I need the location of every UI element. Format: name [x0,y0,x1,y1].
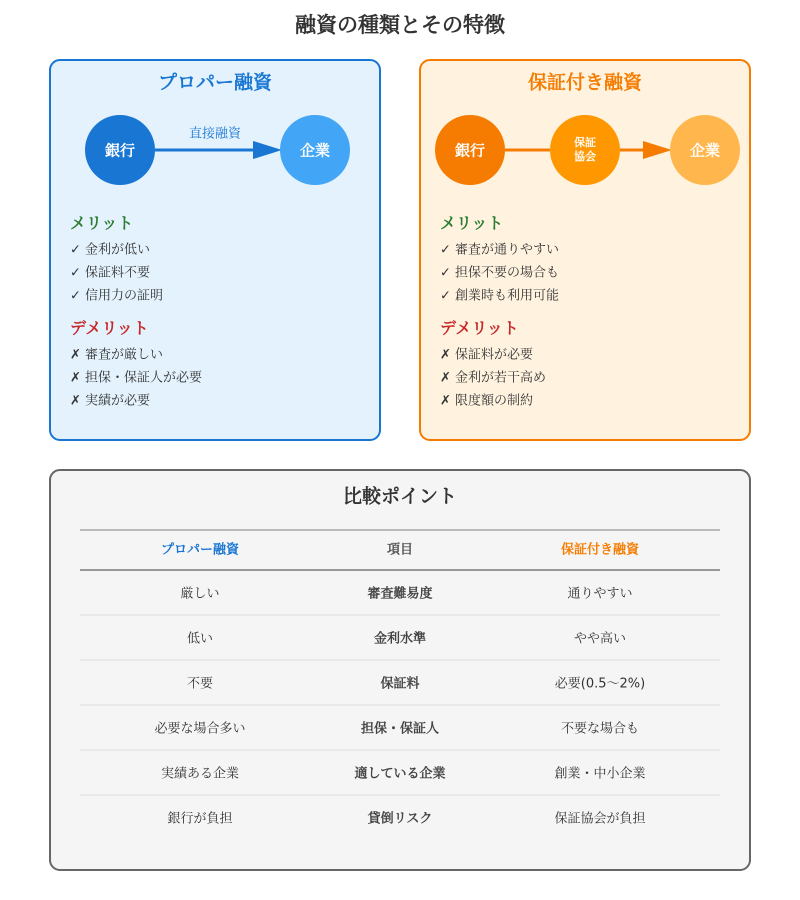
merit-item: ✓ 金利が低い [70,242,151,258]
item-cell: 適している企業 [354,766,446,782]
comparison-title: 比較ポイント [342,485,458,508]
demerit-heading: デメリット [70,318,149,338]
company-label: 企業 [299,141,331,160]
merit-item: ✓ 審査が通りやすい [440,242,560,258]
guaranteed-cell: 保証協会が負担 [554,811,646,827]
merit-item: ✓ 信用力の証明 [70,288,164,304]
comparison-panel [50,470,750,870]
demerit-item: ✗ 審査が厳しい [70,347,164,363]
guaranteed-cell: 創業・中小企業 [554,766,646,782]
guaranteed-cell: やや高い [573,631,627,647]
guaranteed-cell: 不要な場合も [560,721,640,737]
demerit-item: ✗ 限度額の制約 [440,393,534,409]
proper-cell: 実績ある企業 [160,766,240,782]
association-label: 協会 [574,150,596,163]
item-cell: 審査難易度 [367,586,433,602]
association-label: 保証 [574,136,596,149]
bank-label: 銀行 [104,141,136,160]
item-cell: 保証料 [380,676,420,692]
demerit-item: ✗ 担保・保証人が必要 [70,370,203,386]
proper-cell: 不要 [186,676,214,692]
item-cell: 貸倒リスク [367,811,433,827]
proper-cell: 厳しい [180,586,220,602]
proper-cell: 必要な場合多い [154,721,246,737]
merit-heading: メリット [440,213,504,233]
merit-item: ✓ 担保不要の場合も [440,265,560,281]
page-title: 融資の種類とその特徴 [295,13,505,37]
guaranteed-cell: 通りやすい [567,586,633,602]
company-label: 企業 [689,141,721,160]
proper-title: プロパー融資 [157,71,273,94]
demerit-item: ✗ 金利が若干高め [440,370,547,386]
demerit-heading: デメリット [440,318,519,338]
bank-label: 銀行 [454,141,486,160]
proper-cell: 低い [186,631,214,647]
demerit-item: ✗ 保証料が必要 [440,347,534,363]
merit-item: ✓ 保証料不要 [70,265,151,281]
demerit-item: ✗ 実績が必要 [70,393,151,409]
header-guaranteed: 保証付き融資 [560,542,640,558]
guaranteed-title: 保証付き融資 [527,71,643,94]
header-item: 項目 [386,542,414,558]
proper-cell: 銀行が負担 [167,811,233,827]
merit-heading: メリット [70,213,134,233]
guaranteed-cell: 必要(0.5〜2%) [554,676,646,692]
header-proper: プロパー融資 [160,542,240,558]
merit-item: ✓ 創業時も利用可能 [440,288,560,304]
item-cell: 金利水準 [373,631,427,647]
guaranteed-loan-panel [420,60,750,440]
direct-loan-label: 直接融資 [188,126,242,142]
item-cell: 担保・保証人 [360,721,440,737]
proper-loan-panel [50,60,380,440]
